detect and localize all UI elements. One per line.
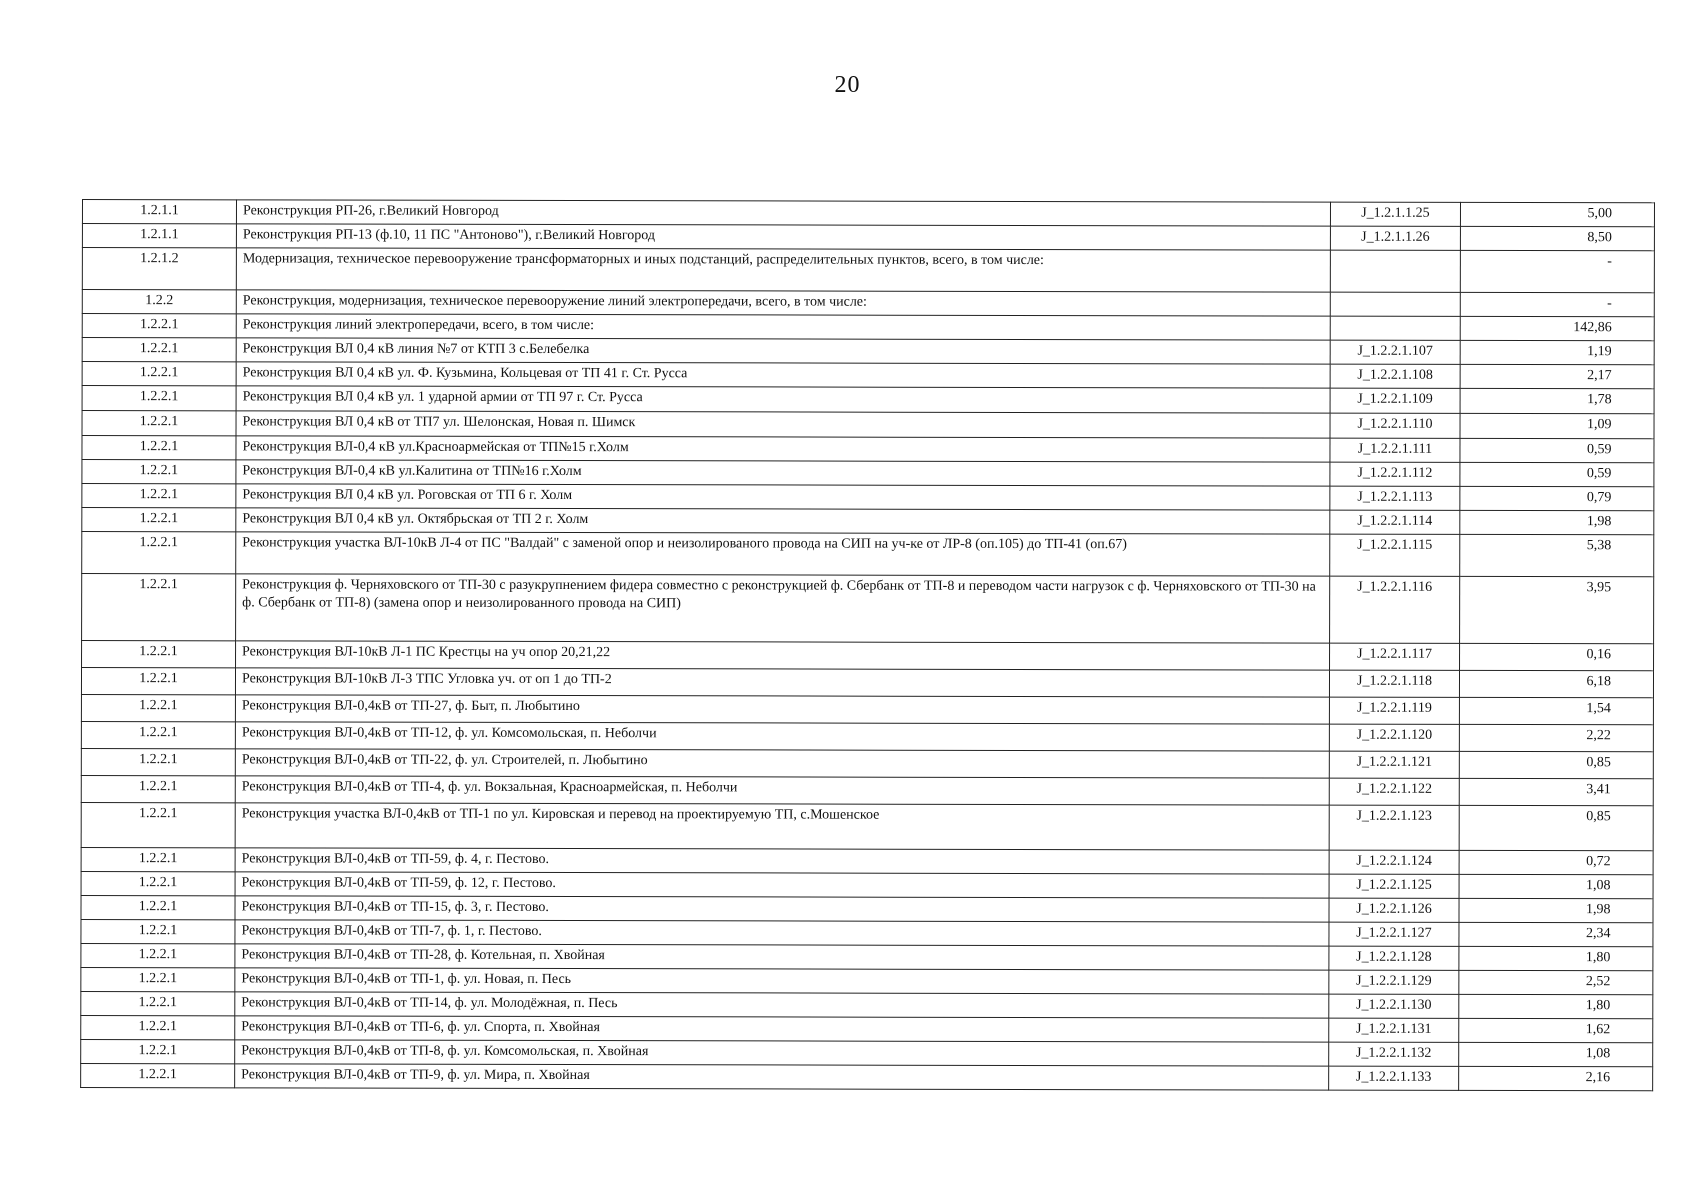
row-number: 1.2.2.1 [82,641,236,668]
row-value: 0,79 [1460,486,1654,510]
row-value: 2,34 [1459,922,1653,946]
table-row [82,248,1654,293]
row-name: Реконструкция ВЛ-0,4кВ от ТП-8, ф. ул. Комсомольская, п. Хвойная [235,1040,1329,1066]
row-name: Реконструкция ВЛ-0,4кВ от ТП-22, ф. ул. Строителей, п. Любытино [235,749,1329,778]
row-number: 1.2.1.1 [82,224,236,248]
row-number: 1.2.2.1 [81,1015,235,1039]
row-name: Реконструкция ВЛ-0,4кВ от ТП-59, ф. 12, г. Пестово. [235,872,1329,898]
row-name: Реконструкция ВЛ-0,4кВ от ТП-59, ф. 4, г. Пестово. [235,848,1329,874]
row-number: 1.2.2.1 [81,847,235,871]
row-number: 1.2.2.1 [81,721,235,748]
table-row [81,967,1653,994]
row-name: Реконструкция ВЛ-0,4кВ от ТП-7, ф. 1, г. Пестово. [235,920,1329,946]
row-code: J_1.2.2.1.109 [1330,388,1460,413]
row-number: 1.2.2.1 [82,484,236,508]
row-name: Реконструкция ВЛ-0,4кВ от ТП-1, ф. ул. Новая, п. Песь [235,968,1329,994]
row-value: 3,95 [1460,576,1654,643]
row-code: J_1.2.2.1.113 [1330,486,1460,510]
row-value: 2,22 [1459,724,1653,751]
row-number: 1.2.2.1 [82,411,236,436]
row-code [1330,292,1460,316]
row-code: J_1.2.2.1.126 [1329,898,1459,922]
row-value: 2,16 [1459,1066,1653,1090]
row-number: 1.2.2.1 [81,775,235,802]
table-row [82,362,1654,389]
row-value: 0,85 [1459,751,1653,778]
row-code [1330,250,1460,292]
row-value: 1,19 [1460,340,1654,364]
table-row [81,802,1653,850]
row-code: J_1.2.2.1.115 [1330,534,1460,576]
row-value: 1,80 [1459,946,1653,970]
row-name: Реконструкция ВЛ-0,4 кВ ул.Красноармейская от ТП№15 г.Холм [236,436,1330,462]
row-number: 1.2.2.1 [81,694,235,721]
row-number: 1.2.2.1 [82,314,236,338]
row-value: 3,41 [1459,778,1653,805]
row-value: 2,52 [1459,970,1653,994]
row-code: J_1.2.2.1.133 [1329,1066,1459,1090]
row-name: Реконструкция участка ВЛ-10кВ Л-4 от ПС "Валдай" с заменой опор и неизолированого провода на СИП на уч-ке от ЛР-8 (оп.105) до ТП-41 (оп.67) [236,532,1330,576]
row-number: 1.2.2.1 [81,967,235,991]
row-number: 1.2.1.1 [82,200,236,224]
row-value: - [1460,292,1654,316]
table-row [81,668,1653,698]
row-code: J_1.2.2.1.131 [1329,1018,1459,1042]
row-number: 1.2.2.1 [82,362,236,386]
table-row [81,871,1653,898]
table-row [82,290,1654,317]
row-name: Реконструкция ВЛ-0,4кВ от ТП-12, ф. ул. Комсомольская, п. Неболчи [235,722,1329,751]
row-name: Реконструкция ВЛ-0,4кВ от ТП-9, ф. ул. Мира, п. Хвойная [235,1064,1329,1090]
row-value: 142,86 [1460,316,1654,340]
row-number: 1.2.2.1 [82,436,236,460]
row-code: J_1.2.2.1.107 [1330,340,1460,364]
row-name: Реконструкция ВЛ-0,4кВ от ТП-14, ф. ул. Молодёжная, п. Песь [235,992,1329,1018]
row-number: 1.2.2.1 [82,386,236,411]
row-value: 1,78 [1460,388,1654,413]
table-row [81,991,1653,1018]
row-number: 1.2.2.1 [82,338,236,362]
row-name: Реконструкция ВЛ-0,4кВ от ТП-6, ф. ул. Спорта, п. Хвойная [235,1016,1329,1042]
row-code [1330,316,1460,340]
row-number: 1.2.2.1 [81,748,235,775]
row-value: 0,16 [1460,643,1654,670]
row-name: Реконструкция ф. Черняховского от ТП-30 с разукрупнением фидера совместно с реконструкцией ф. Сбербанк от ТП-8 и переводом части нагрузок с ф. Черняховского от ТП-30 на ф. Сбербанк от ТП-8) (замена опор и неизолированного провода на СИП) [236,574,1330,643]
row-name: Реконструкция, модернизация, техническое перевооружение линий электропередачи, всего, в том числе: [236,290,1330,316]
row-code: J_1.2.1.1.25 [1330,202,1460,226]
row-value: 0,59 [1460,438,1654,462]
page-number: 20 [834,72,861,98]
row-name: Реконструкция ВЛ-10кВ Л-3 ТПС Угловка уч. от оп 1 до ТП-2 [235,668,1329,697]
table-row [82,484,1654,511]
row-number: 1.2.2.1 [81,919,235,943]
row-name: Реконструкция линий электропередачи, всего, в том числе: [236,314,1330,340]
row-code: J_1.2.2.1.114 [1330,510,1460,534]
table-row [82,532,1654,577]
row-code: J_1.2.2.1.116 [1330,576,1460,643]
row-code: J_1.2.2.1.111 [1330,438,1460,462]
row-name: Реконструкция ВЛ-0,4кВ от ТП-15, ф. 3, г. Пестово. [235,896,1329,922]
table-row [81,775,1653,805]
row-number: 1.2.2.1 [81,802,235,847]
row-value: 5,00 [1460,202,1654,226]
row-name: Реконструкция ВЛ 0,4 кВ линия №7 от КТП 3 с.Белебелка [236,338,1330,364]
table-row [81,1015,1653,1042]
row-value: 0,85 [1459,805,1653,850]
row-name: Реконструкция ВЛ-0,4кВ от ТП-27, ф. Быт, п. Любытино [235,695,1329,724]
row-name: Модернизация, техническое перевооружение трансформаторных и иных подстанций, распределительных пунктов, всего, в том числе: [236,248,1330,292]
row-code: J_1.2.2.1.127 [1329,922,1459,946]
row-value: 1,98 [1460,510,1654,534]
row-code: J_1.2.2.1.117 [1330,643,1460,670]
row-code: J_1.2.2.1.125 [1329,874,1459,898]
row-value: 1,98 [1459,898,1653,922]
row-number: 1.2.2 [82,290,236,314]
row-name: Реконструкция ВЛ-0,4кВ от ТП-4, ф. ул. Вокзальная, Красноармейская, п. Неболчи [235,776,1329,805]
row-name: Реконструкция ВЛ 0,4 кВ ул. Роговская от ТП 6 г. Холм [236,484,1330,510]
row-name: Реконструкция РП-13 (ф.10, 11 ПС "Антоново"), г.Великий Новгород [236,224,1330,250]
table-row [82,411,1654,439]
row-number: 1.2.2.1 [81,991,235,1015]
row-number: 1.2.2.1 [82,574,236,641]
table-row [81,1039,1653,1066]
table-row [81,1063,1653,1090]
row-value: 1,62 [1459,1018,1653,1042]
row-number: 1.2.2.1 [82,460,236,484]
row-code: J_1.2.2.1.129 [1329,970,1459,994]
row-value: 1,80 [1459,994,1653,1018]
row-number: 1.2.1.2 [82,248,236,290]
row-name: Реконструкция ВЛ 0,4 кВ от ТП7 ул. Шелонская, Новая п. Шимск [236,411,1330,438]
table-row [82,641,1654,671]
table-row [82,200,1654,227]
row-name: Реконструкция ВЛ-10кВ Л-1 ПС Крестцы на уч опор 20,21,22 [236,641,1330,670]
investment-table [80,199,1655,1091]
row-number: 1.2.2.1 [81,668,235,695]
table-row [81,721,1653,751]
row-code: J_1.2.2.1.121 [1329,751,1459,778]
row-value: 2,17 [1460,364,1654,388]
row-code: J_1.2.2.1.122 [1329,778,1459,805]
row-code: J_1.2.2.1.124 [1329,850,1459,874]
row-number: 1.2.2.1 [81,1063,235,1087]
table-row [82,338,1654,365]
row-code: J_1.2.2.1.112 [1330,462,1460,486]
table-row [81,748,1653,778]
row-code: J_1.2.2.1.108 [1330,364,1460,388]
row-name: Реконструкция ВЛ-0,4кВ от ТП-28, ф. Котельная, п. Хвойная [235,944,1329,970]
row-name: Реконструкция РП-26, г.Великий Новгород [236,200,1330,226]
table-row [82,386,1654,414]
row-value: 5,38 [1460,534,1654,576]
row-code: J_1.2.2.1.118 [1329,670,1459,697]
table-row [82,314,1654,341]
table-row [82,574,1654,644]
row-value: 6,18 [1459,670,1653,697]
row-name: Реконструкция ВЛ 0,4 кВ ул. 1 ударной армии от ТП 97 г. Ст. Русса [236,386,1330,413]
row-name: Реконструкция ВЛ-0,4 кВ ул.Калитина от ТП№16 г.Холм [236,460,1330,486]
row-value: 1,09 [1460,413,1654,438]
row-code: J_1.2.1.1.26 [1330,226,1460,250]
table-row [81,919,1653,946]
row-number: 1.2.2.1 [81,1039,235,1063]
row-value: 1,08 [1459,1042,1653,1066]
table-row [82,460,1654,487]
table-row [82,436,1654,463]
row-value: 0,59 [1460,462,1654,486]
row-name: Реконструкция ВЛ 0,4 кВ ул. Октябрьская от ТП 2 г. Холм [236,508,1330,534]
row-code: J_1.2.2.1.120 [1329,724,1459,751]
table-row [82,224,1654,251]
row-value: 0,72 [1459,850,1653,874]
row-value: - [1460,250,1654,292]
table-row [82,508,1654,535]
row-number: 1.2.2.1 [82,532,236,574]
row-value: 8,50 [1460,226,1654,250]
row-name: Реконструкция участка ВЛ-0,4кВ от ТП-1 по ул. Кировская и перевод на проектируемую ТП, с.Мошенское [235,803,1329,850]
row-name: Реконструкция ВЛ 0,4 кВ ул. Ф. Кузьмина, Кольцевая от ТП 41 г. Ст. Русса [236,362,1330,388]
row-value: 1,54 [1459,697,1653,724]
row-code: J_1.2.2.1.128 [1329,946,1459,970]
row-number: 1.2.2.1 [81,943,235,967]
row-code: J_1.2.2.1.119 [1329,697,1459,724]
table-row [81,895,1653,922]
row-code: J_1.2.2.1.130 [1329,994,1459,1018]
row-code: J_1.2.2.1.110 [1330,413,1460,438]
row-number: 1.2.2.1 [81,895,235,919]
table-row [81,847,1653,874]
row-number: 1.2.2.1 [82,508,236,532]
table-row [81,943,1653,970]
row-code: J_1.2.2.1.132 [1329,1042,1459,1066]
row-value: 1,08 [1459,874,1653,898]
row-number: 1.2.2.1 [81,871,235,895]
table-row [81,694,1653,724]
table-body [81,200,1655,1091]
row-code: J_1.2.2.1.123 [1329,805,1459,850]
